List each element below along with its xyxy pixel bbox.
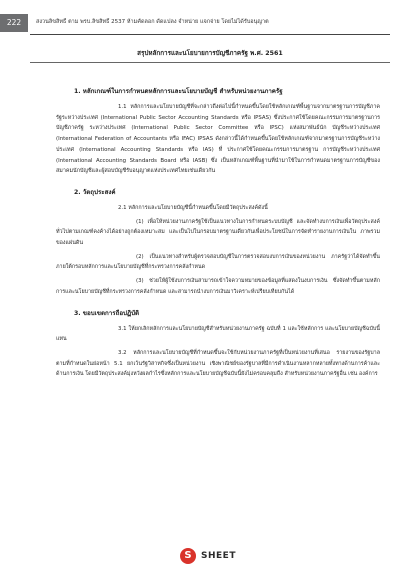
paragraph-2-1: 2.1 หลักการและนโยบายบัญชีนี้กำหนดขึ้นโดยมีวัตถุประสงค์ดังนี้ (118, 204, 268, 211)
title-divider (30, 62, 390, 63)
logo-text: SHEET (201, 551, 236, 561)
paragraph-2-1-item-1: (1) เพื่อให้หน่วยงานภาครัฐใช้เป็นแนวทางในการกำหนดระบบบัญชี และจัดทำงบการเงินเพื่อวัตถุประสงค์ทั่วไปตามเกณฑ์คงค้างได้อย่างถูกต้องเหมาะสม และเป็นไปในกรอบมาตรฐานเดียวกันเพื่อประโยชน์ในการจัดทำรายงานการเงินใน ภาพรวมของแผ่นดิน (56, 218, 380, 247)
sheet-logo-icon: S (180, 548, 196, 564)
paragraph-3-1: 3.1 ให้ยกเลิกหลักการและนโยบายบัญชีสำหรับหน่วยงานภาครัฐ ฉบับที่ 1 และใช้หลักการ และนโยบายบัญชีฉบับนี้แทน (56, 325, 380, 343)
footer-logo (180, 548, 236, 564)
document-body (56, 86, 380, 383)
header-divider (30, 34, 390, 35)
section-heading-1: 1. หลักเกณฑ์ในการกำหนดหลักการและนโยบายบัญชี สำหรับหน่วยงานภาครัฐ (74, 88, 283, 95)
document-title: สรุปหลักการและนโยบายการบัญชีภาครัฐ พ.ศ. 2561 (137, 50, 283, 57)
paragraph-3-2: 3.2 หลักการและนโยบายบัญชีที่กำหนดขึ้นจะใช้กับหน่วยงานภาครัฐที่เป็นหน่วยงานที่เสนอ รายงานของรัฐบาล ตามที่กำหนดในย่อหน้า 5.1 ยกเว้นรัฐวิสาหกิจซึ่งเป็นหน่วยงาน เชิงพาณิชย์ของรัฐบาลที่มีการดำเนินงานหลากหลายทั้งทางด้านการค้าและด้านการเงิน โดยมีวัตถุประสงค์มุ่งหวังผลกำไรซึ่งหลักการและนโยบายบัญชีฉบับนี้ยังไม่ครอบคลุมถึง สำหรับหน่วยงานภาครัฐอื่น เช่น องค์การ (56, 349, 380, 378)
section-heading-2: 2. วัตถุประสงค์ (74, 188, 116, 196)
section-heading-3: 3. ขอบเขตการถือปฏิบัติ (74, 309, 140, 317)
copyright-notice: สงวนลิขสิทธิ์ ตาม พรบ.ลิขสิทธิ์ 2537 ห้ามคัดลอก ดัดแปลง จำหน่าย แจกจ่าย โดยไม่ได้รับอนุญาต (36, 19, 269, 25)
paragraph-2-1-item-3: (3) ช่วยให้ผู้ใช้งบการเงินสามารถเข้าใจความหมายของข้อมูลที่แสดงในงบการเงิน ซึ่งจัดทำขึ้นตามหลักการและนโยบายบัญชีที่กระทรวงการคลังกำหนด และสามารถนำงบการเงินมาวิเคราะห์เปรียบเทียบกันได้ (56, 278, 380, 295)
page-number-badge: 222 (0, 14, 28, 32)
paragraph-2-1-item-2: (2) เป็นแนวทางสำหรับผู้ตรวจสอบบัญชีในการตรวจสอบงบการเงินของหน่วยงาน ภาครัฐว่าได้จัดทำขึ้นภายใต้กรอบหลักการและนโยบายบัญชีที่กระทรวงการคลังกำหนด (56, 253, 380, 271)
paragraph-1-1: 1.1 หลักการและนโยบายบัญชีที่จะกล่าวถึงต่อไปนี้กำหนดขึ้นโดยใช้หลักเกณฑ์พื้นฐานจากมาตรฐานการบัญชีภาครัฐระหว่างประเทศ (International Public Sector Accounting Standards หรือ IPSAS) ซึ่งประกาศใช้โดยคณะกรรมการมาตรฐานการบัญชีภาครัฐ ระหว่างประเทศ (International Public Sector Committee หรือ IPSC) แห่งสมาพันธ์นัก บัญชีระหว่างประเทศ (International Federation of Accountants หรือ IFAC) IPSAS ดังกล่าวนี้ได้กำหนดขึ้นโดยใช้หลักเกณฑ์จากมาตรฐานการบัญชีระหว่างประเทศ (International Accounting Standards หรือ IAS) ที่ ประกาศใช้โดยคณะกรรมการมาตรฐาน การบัญชีระหว่างประเทศ (International Accounting Standards Board หรือ IASB) ซึ่ง เป็นหลักเกณฑ์พื้นฐานที่นำมาใช้ในการกำหนดมาตรฐานการบัญชีของสมาคมนักบัญชีและผู้สอบบัญชีรับอนุญาตแห่งประเทศไทยเช่นเดียวกัน (56, 104, 380, 175)
